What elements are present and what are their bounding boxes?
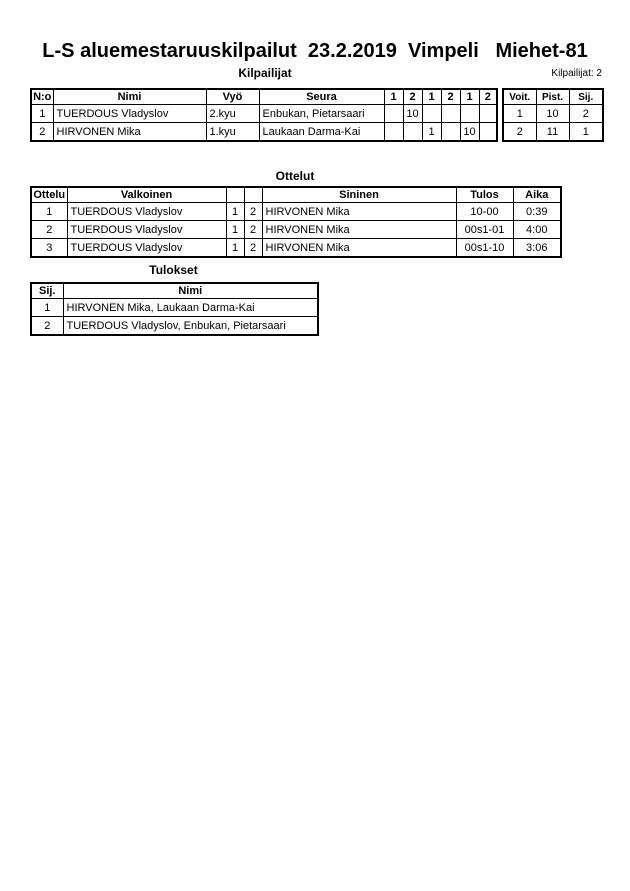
standings-summary-table — [502, 88, 604, 142]
cell-name-club: TUERDOUS Vladyslov, Enbukan, Pietarsaari — [63, 317, 318, 336]
results-table — [30, 282, 319, 336]
cell-sij: 1 — [569, 123, 603, 142]
result-row — [31, 317, 318, 336]
col-header-nimi: Nimi — [53, 89, 206, 105]
cell-score — [422, 105, 441, 123]
results-header-row — [31, 283, 318, 299]
match-row — [31, 239, 561, 258]
competitor-row — [31, 123, 497, 142]
competitors-header-row — [31, 89, 497, 105]
col-header-tulos: Tulos — [456, 187, 513, 203]
competitors-count: Kilpailijat: 2 — [551, 68, 602, 79]
match-row — [31, 203, 561, 221]
cell-name-club: HIRVONEN Mika, Laukaan Darma-Kai — [63, 299, 318, 317]
col-header-c1 — [226, 187, 244, 203]
cell-time: 0:39 — [513, 203, 561, 221]
cell-blue: HIRVONEN Mika — [262, 221, 456, 239]
cell-seura: Laukaan Darma-Kai — [259, 123, 384, 142]
cell-nimi: TUERDOUS Vladyslov — [53, 105, 206, 123]
cell-match-no: 2 — [31, 221, 67, 239]
col-header-score-6: 2 — [479, 89, 497, 105]
cell-score: 1 — [422, 123, 441, 142]
col-header-aika: Aika — [513, 187, 561, 203]
cell-c1: 1 — [226, 239, 244, 258]
cell-voit: 1 — [503, 105, 536, 123]
col-header-score-4: 2 — [441, 89, 460, 105]
col-header-ottelu: Ottelu — [31, 187, 67, 203]
matches-header-row — [31, 187, 561, 203]
col-header-score-3: 1 — [422, 89, 441, 105]
cell-place: 2 — [31, 317, 63, 336]
competitor-row — [31, 105, 497, 123]
competitors-table — [30, 88, 498, 142]
summary-row — [503, 123, 603, 142]
cell-result: 00s1-10 — [456, 239, 513, 258]
cell-score — [479, 105, 497, 123]
col-header-valkoinen: Valkoinen — [67, 187, 226, 203]
matches-table — [30, 186, 562, 258]
cell-score — [384, 123, 403, 142]
summary-header-row — [503, 89, 603, 105]
cell-c1: 1 — [226, 221, 244, 239]
cell-blue: HIRVONEN Mika — [262, 239, 456, 258]
cell-match-no: 3 — [31, 239, 67, 258]
cell-sij: 2 — [569, 105, 603, 123]
match-row — [31, 221, 561, 239]
cell-c2: 2 — [244, 221, 262, 239]
matches-section-title: Ottelut — [275, 169, 315, 183]
col-header-score-1: 1 — [384, 89, 403, 105]
cell-voit: 2 — [503, 123, 536, 142]
cell-score — [441, 105, 460, 123]
cell-nimi: HIRVONEN Mika — [53, 123, 206, 142]
cell-score — [479, 123, 497, 142]
col-header-sij: Sij. — [31, 283, 63, 299]
cell-score — [460, 105, 479, 123]
result-row — [31, 299, 318, 317]
cell-no: 2 — [31, 123, 53, 142]
cell-c1: 1 — [226, 203, 244, 221]
cell-vyo: 2.kyu — [206, 105, 259, 123]
cell-score: 10 — [403, 105, 422, 123]
cell-match-no: 1 — [31, 203, 67, 221]
cell-score — [384, 105, 403, 123]
cell-c2: 2 — [244, 203, 262, 221]
col-header-vyo: Vyö — [206, 89, 259, 105]
col-header-c2 — [244, 187, 262, 203]
cell-result: 00s1-01 — [456, 221, 513, 239]
col-header-no: N:o — [31, 89, 53, 105]
cell-no: 1 — [31, 105, 53, 123]
cell-score — [403, 123, 422, 142]
col-header-pist: Pist. — [536, 89, 569, 105]
summary-row — [503, 105, 603, 123]
col-header-sininen: Sininen — [262, 187, 456, 203]
cell-vyo: 1.kyu — [206, 123, 259, 142]
cell-blue: HIRVONEN Mika — [262, 203, 456, 221]
col-header-score-2: 2 — [403, 89, 422, 105]
cell-time: 3:06 — [513, 239, 561, 258]
cell-pist: 10 — [536, 105, 569, 123]
cell-place: 1 — [31, 299, 63, 317]
cell-white: TUERDOUS Vladyslov — [67, 221, 226, 239]
competitors-section — [30, 88, 604, 142]
col-header-voit: Voit. — [503, 89, 536, 105]
cell-result: 10-00 — [456, 203, 513, 221]
competitors-section-title: Kilpailijat — [238, 66, 292, 80]
page-title: L-S aluemestaruuskilpailut 23.2.2019 Vimpeli Miehet-81 — [42, 40, 588, 62]
cell-pist: 11 — [536, 123, 569, 142]
cell-white: TUERDOUS Vladyslov — [67, 239, 226, 258]
col-header-score-5: 1 — [460, 89, 479, 105]
cell-c2: 2 — [244, 239, 262, 258]
col-header-sij: Sij. — [569, 89, 603, 105]
cell-score — [441, 123, 460, 142]
cell-score: 10 — [460, 123, 479, 142]
cell-seura: Enbukan, Pietarsaari — [259, 105, 384, 123]
col-header-nimi: Nimi — [63, 283, 318, 299]
col-header-seura: Seura — [259, 89, 384, 105]
cell-time: 4:00 — [513, 221, 561, 239]
cell-white: TUERDOUS Vladyslov — [67, 203, 226, 221]
results-section-title: Tulokset — [149, 263, 198, 277]
